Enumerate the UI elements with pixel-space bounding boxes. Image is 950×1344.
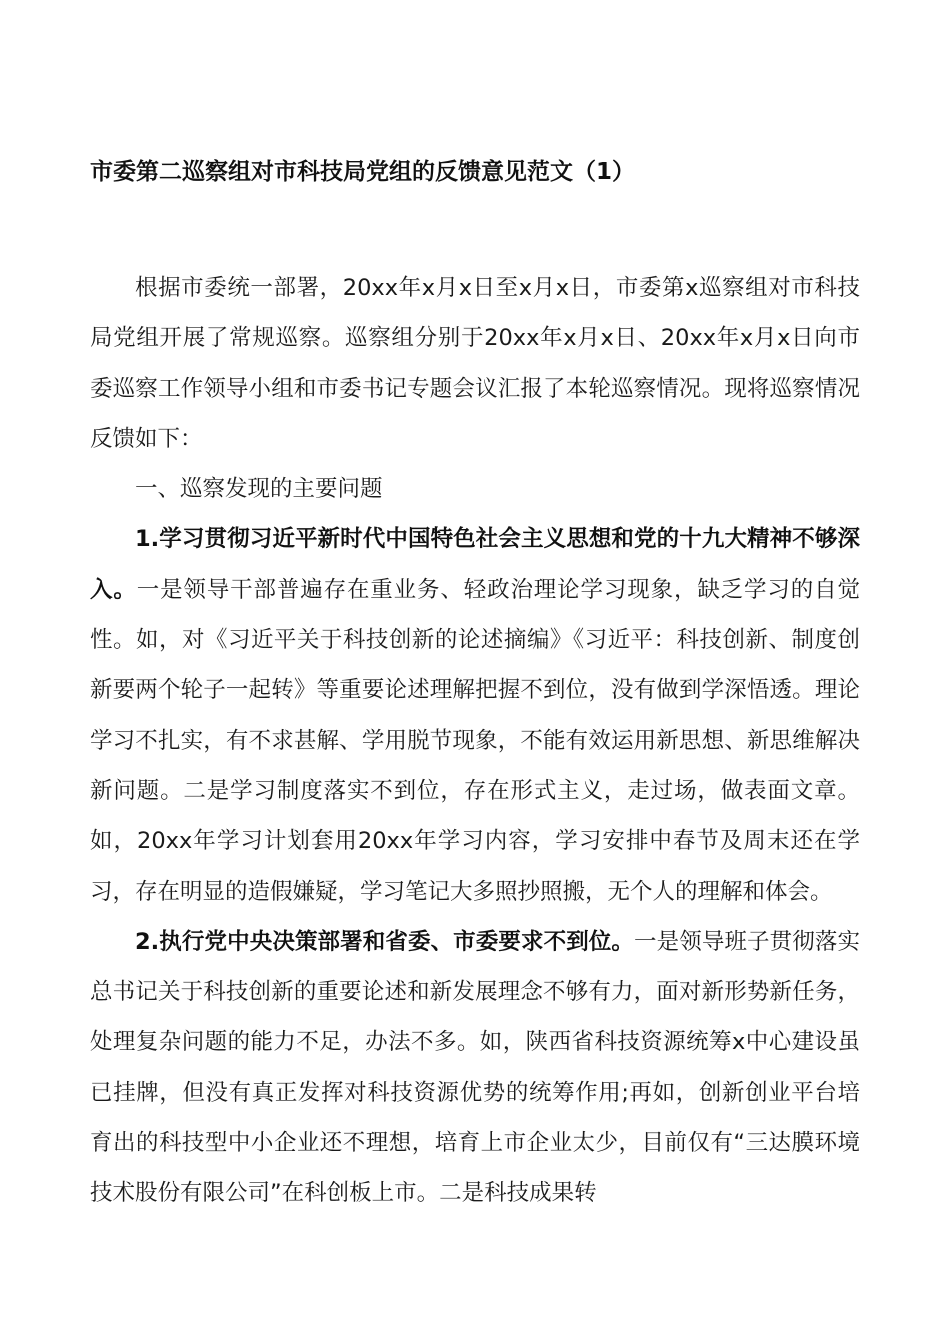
intro-paragraph: 根据市委统一部署，20xx年x月x日至x月x日，市委第x巡察组对市科技局党组开展了常规巡察。巡察组分别于20xx年x月x日、20xx年x月x日向市委巡察工作领导小组和市委书记专题会议汇报了本轮巡察情况。现将巡察情况反馈如下： [90,275,860,452]
item-2-body: 一是领导班子贯彻落实总书记关于科技创新的重要论述和新发展理念不够有力，面对新形势新任务，处理复杂问题的能力不足，办法不多。如，陕西省科技资源统筹x中心建设虽已挂牌，但没有真正发挥对科技资源优势的统筹作用;再如，创新创业平台培育出的科技型中小企业还不理想，培育上市企业太少，目前仅有“三达膜环境技术股份有限公司”在科创板上市。二是科技成果转 [90,928,860,1207]
item-1-body: 一是领导干部普遍存在重业务、轻政治理论学习现象，缺乏学习的自觉性。如，对《习近平关于科技创新的论述摘编》《习近平：科技创新、制度创新要两个轮子一起转》等重要论述理解把握不到位，没有做到学深悟透。理论学习不扎实，有不求甚解、学用脱节现象，不能有效运用新思想、新思维解决新问题。二是学习制度落实不到位，存在形式主义，走过场，做表面文章。如，20xx年学习计划套用20xx年学习内容，学习安排中春节及周末还在学习，存在明显的造假嫌疑，学习笔记大多照抄照搬，无个人的理解和体会。 [90,576,860,905]
item-1-paragraph [90,514,860,916]
section-heading: 一、巡察发现的主要问题 [135,476,383,503]
document-title: 市委第二巡察组对市科技局党组的反馈意见范文（1） [90,159,636,185]
item-2-title: 2.执行党中央决策部署和省委、市委要求不到位。 [135,928,635,955]
item-2-paragraph [90,917,860,1219]
document-body [90,263,860,1219]
item-1-title: 1.学习贯彻习近平新时代中国特色社会主义思想和党的十九大精神不够深入。 [90,526,860,603]
